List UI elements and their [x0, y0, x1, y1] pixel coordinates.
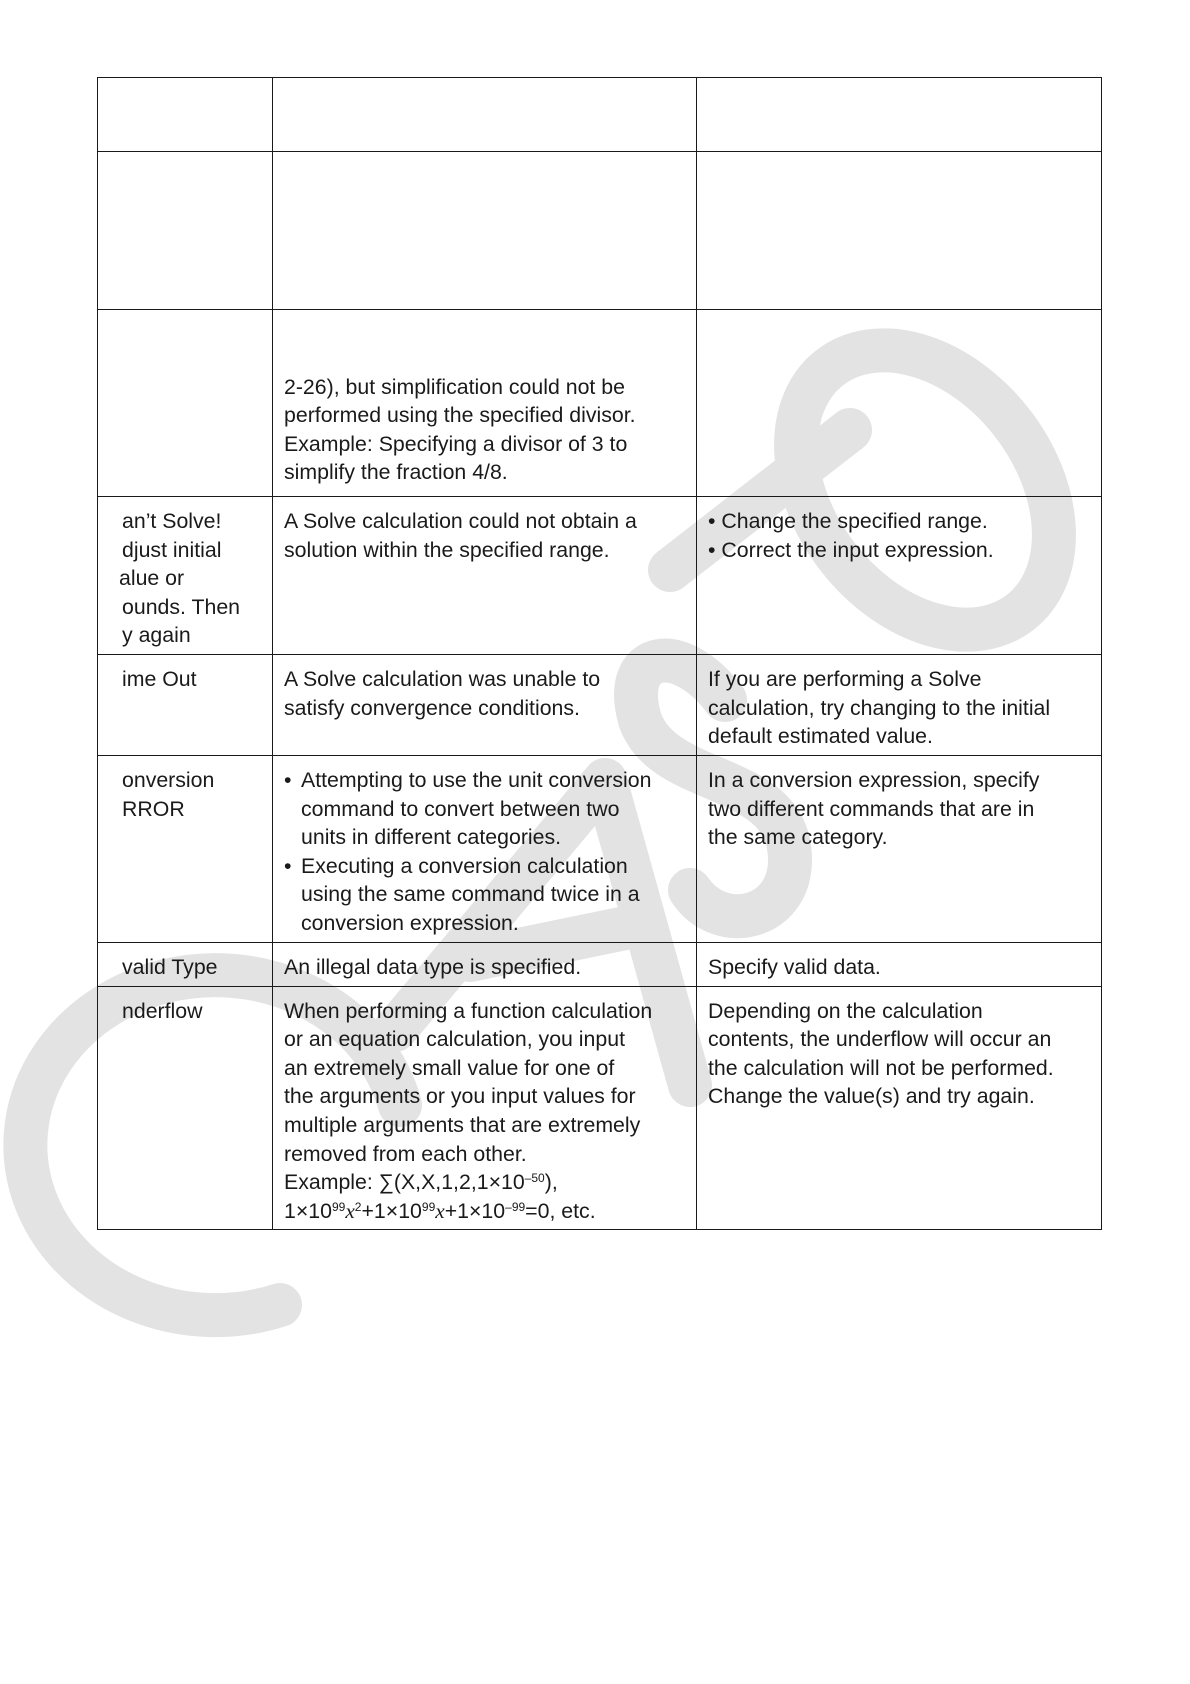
- message-line: an’t Solve!: [122, 509, 222, 533]
- message-cell: [98, 755, 273, 942]
- bullet-icon: •: [708, 509, 722, 533]
- countermeasure-line: the calculation will not be performed.: [708, 1055, 1054, 1080]
- meaning-cell: [273, 986, 697, 1230]
- countermeasure-line: If you are performing a Solve: [708, 666, 982, 691]
- message-line: RROR: [122, 796, 185, 821]
- error-message-table: [97, 77, 1102, 1230]
- countermeasure-line: Change the value(s) and try again.: [708, 1084, 1035, 1109]
- countermeasure-line: calculation, try changing to the initial: [708, 695, 1051, 720]
- table-row: [98, 310, 1102, 497]
- countermeasure-line: the same category.: [708, 825, 888, 850]
- message-line: y again: [122, 623, 191, 648]
- meaning-bullet: • Attempting to use the unit conversion: [284, 766, 686, 795]
- meaning-cell: [273, 310, 697, 497]
- countermeasure-cell: [697, 310, 1102, 497]
- message-line: nderflow: [122, 998, 203, 1023]
- table-row: [98, 755, 1102, 942]
- message-cell: [98, 152, 273, 310]
- countermeasure-cell: [697, 152, 1102, 310]
- message-cell: [98, 986, 273, 1230]
- countermeasure-line: Specify valid data.: [708, 954, 881, 979]
- meaning-line: solution within the specified range.: [284, 537, 610, 562]
- countermeasure-cell: [697, 654, 1102, 755]
- countermeasure-bullet: • Correct the input expression.: [708, 537, 994, 562]
- table-row: [98, 78, 1102, 152]
- countermeasure-line: Depending on the calculation: [708, 998, 983, 1023]
- meaning-cell: [273, 755, 697, 942]
- meaning-cell: [273, 942, 697, 986]
- countermeasure-cell: [697, 78, 1102, 152]
- meaning-line: using the same command twice in a: [301, 882, 640, 907]
- countermeasure-cell: [697, 986, 1102, 1230]
- meaning-line: conversion expression.: [301, 910, 519, 935]
- table-row: [98, 986, 1102, 1230]
- message-line: onversion: [122, 767, 215, 792]
- meaning-cell: [273, 78, 697, 152]
- example-line: $1\times 10^{99}x^2+1\times 10^{99}x+1\times 10^{-99}=0$, etc.: [284, 1198, 596, 1223]
- meaning-line: removed from each other.: [284, 1141, 527, 1166]
- meaning-cell: [273, 654, 697, 755]
- meaning-line: A Solve calculation could not obtain a: [284, 509, 637, 533]
- message-line: ounds. Then: [122, 594, 241, 619]
- countermeasure-cell: [697, 755, 1102, 942]
- countermeasure-bullet: • Change the specified range.: [708, 509, 988, 533]
- meaning-line: the arguments or you input values for: [284, 1084, 636, 1109]
- table-row: [98, 654, 1102, 755]
- meaning-line: satisfy convergence conditions.: [284, 695, 580, 720]
- bullet-icon: •: [284, 853, 292, 878]
- message-cell: [98, 78, 273, 152]
- countermeasure-line: two different commands that are in: [708, 796, 1035, 821]
- example-line: Example: $\sum(X,X,1,2,1\times 10^{-50})$,: [284, 1170, 558, 1195]
- message-cell: [98, 654, 273, 755]
- countermeasure-cell: [697, 942, 1102, 986]
- countermeasure-cell: [697, 497, 1102, 655]
- bullet-icon: •: [708, 537, 722, 562]
- countermeasure-line: In a conversion expression, specify: [708, 767, 1040, 792]
- message-cell: [98, 497, 273, 655]
- meaning-line: multiple arguments that are extremely: [284, 1112, 641, 1137]
- meaning-line: an extremely small value for one of: [284, 1055, 615, 1080]
- table-row: [98, 152, 1102, 310]
- countermeasure-line: default estimated value.: [708, 724, 933, 749]
- message-line: alue or: [119, 566, 185, 591]
- table-row: [98, 497, 1102, 655]
- meaning-line: simplify the fraction 4/8.: [284, 460, 508, 485]
- message-line: ime Out: [122, 666, 197, 691]
- meaning-line: or an equation calculation, you input: [284, 1027, 625, 1052]
- message-line: djust initial: [122, 537, 222, 562]
- meaning-bullet: • Executing a conversion calculation: [284, 852, 686, 881]
- meaning-line: 2-26), but simplification could not be: [284, 374, 625, 399]
- meaning-line: An illegal data type is specified.: [284, 954, 582, 979]
- meaning-cell: [273, 497, 697, 655]
- message-line: valid Type: [122, 954, 218, 979]
- meaning-line: A Solve calculation was unable to: [284, 666, 601, 691]
- meaning-line: units in different categories.: [301, 825, 562, 850]
- bullet-icon: •: [284, 767, 292, 792]
- meaning-line: When performing a function calculation: [284, 998, 653, 1023]
- meaning-line: Example: Specifying a divisor of 3 to: [284, 431, 628, 456]
- table-row: [98, 942, 1102, 986]
- meaning-cell: [273, 152, 697, 310]
- message-cell: [98, 942, 273, 986]
- countermeasure-line: contents, the underflow will occur an: [708, 1027, 1052, 1052]
- message-cell: [98, 310, 273, 497]
- meaning-line: command to convert between two: [301, 796, 620, 821]
- meaning-line: performed using the specified divisor.: [284, 403, 636, 428]
